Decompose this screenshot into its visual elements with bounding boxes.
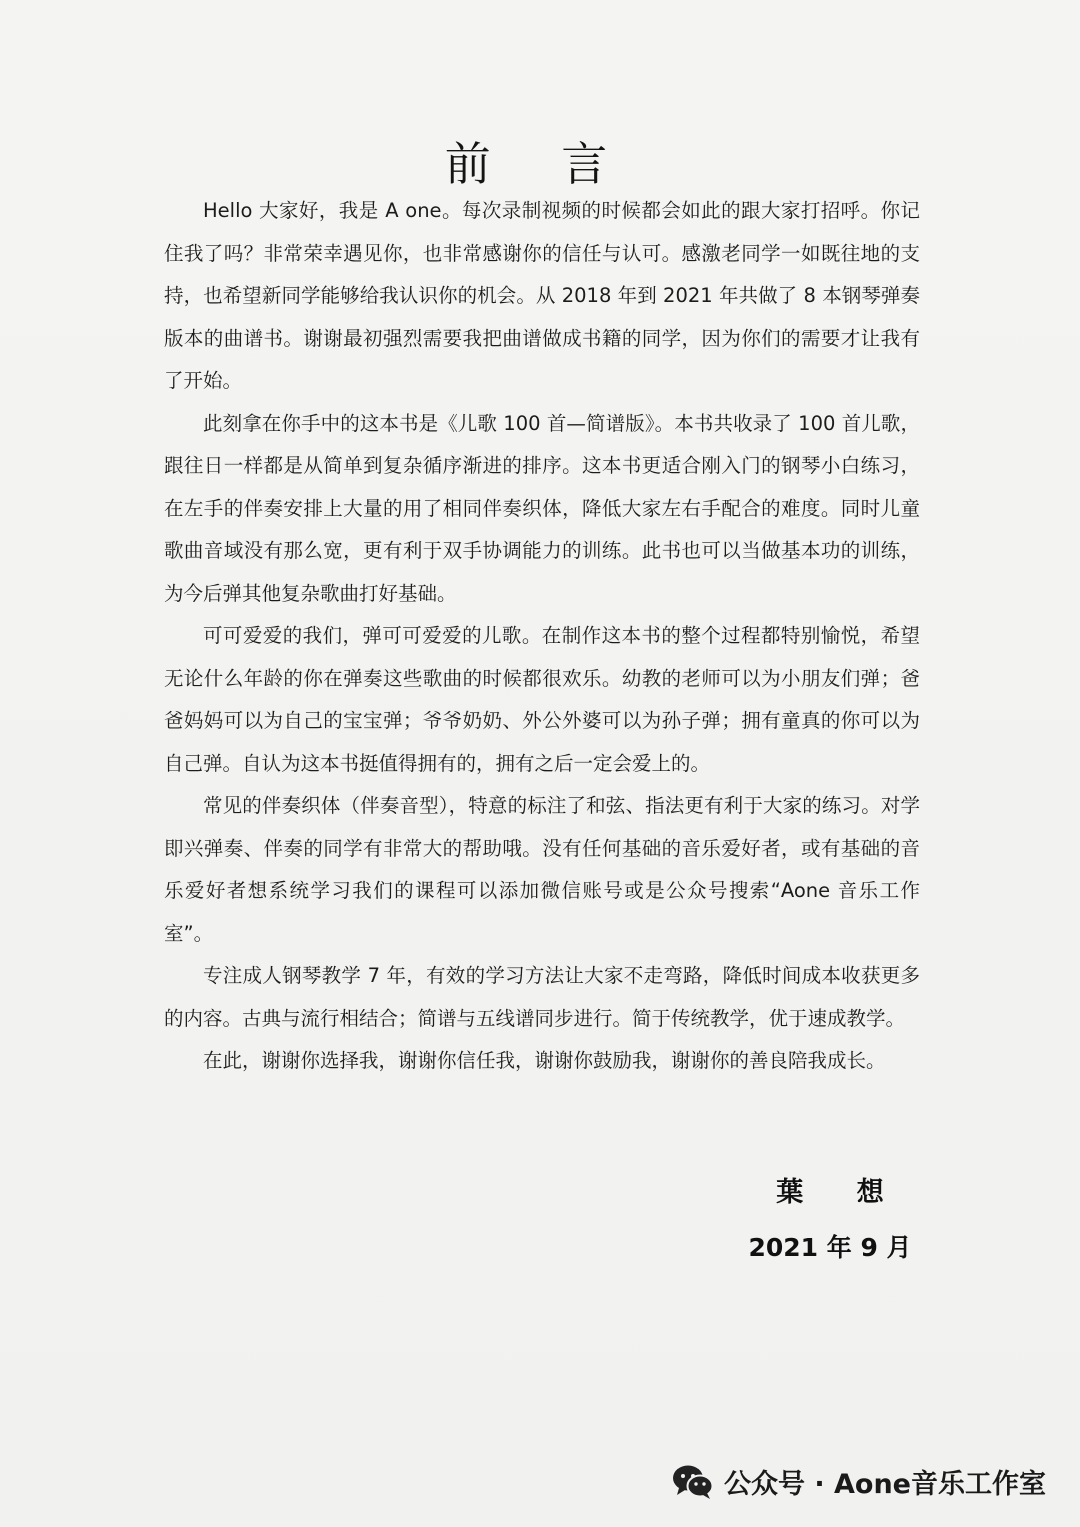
paragraph: 专注成人钢琴教学 7 年，有效的学习方法让大家不走弯路，降低时间成本收获更多的内容。古典与流行相结合；简谱与五线谱同步进行。简于传统教学，优于速成教学。 — [164, 964, 920, 1030]
preface-body — [164, 190, 920, 1083]
paragraph: 在此，谢谢你选择我，谢谢你信任我，谢谢你鼓励我，谢谢你的善良陪我成长。 — [203, 1049, 886, 1072]
watermark — [672, 1462, 1046, 1501]
page-title: 前 言 — [444, 137, 636, 191]
wechat-icon — [672, 1464, 714, 1500]
paragraph: 常见的伴奏织体（伴奏音型），特意的标注了和弦、指法更有利于大家的练习。对学即兴弹奏、伴奏的同学有非常大的帮助哦。没有任何基础的音乐爱好者，或有基础的音乐爱好者想系统学习我们的课程可以添加微信账号或是公众号搜索“Aone 音乐工作室”。 — [164, 794, 920, 945]
paragraph: 可可爱爱的我们，弹可可爱爱的儿歌。在制作这本书的整个过程都特别愉悦，希望无论什么年龄的你在弹奏这些歌曲的时候都很欢乐。幼教的老师可以为小朋友们弹；爸爸妈妈可以为自己的宝宝弹；爷爷奶奶、外公外婆可以为孙子弹；拥有童真的你可以为自己弹。自认为这本书挺值得拥有的，拥有之后一定会爱上的。 — [164, 624, 920, 775]
watermark-text: 公众号 · Aone音乐工作室 — [723, 1469, 1046, 1500]
author-name: 葉 想 — [776, 1177, 906, 1208]
signature-block — [700, 1170, 960, 1268]
paragraph: 此刻拿在你手中的这本书是《儿歌 100 首—简谱版》。本书共收录了 100 首儿歌，跟往日一样都是从简单到复杂循序渐进的排序。这本书更适合刚入门的钢琴小白练习，在左手的伴奏安排上大量的用了相同伴奏织体，降低大家左右手配合的难度。同时儿童歌曲音域没有那么宽，更有利于双手协调能力的训练。此书也可以当做基本功的训练，为今后弹其他复杂歌曲打好基础。 — [164, 411, 920, 605]
signature-date: 2021 年 9 月 — [748, 1233, 912, 1262]
paragraph: Hello 大家好，我是 A one。每次录制视频的时候都会如此的跟大家打招呼。你记住我了吗？非常荣幸遇见你，也非常感谢你的信任与认可。感激老同学一如既往地的支持，也希望新同学能够给我认识你的机会。从 2018 年到 2021 年共做了 8 本钢琴弹奏版本的曲谱书。谢谢最初强烈需要我把曲谱做成书籍的同学，因为你们的需要才让我有了开始。 — [164, 199, 920, 392]
